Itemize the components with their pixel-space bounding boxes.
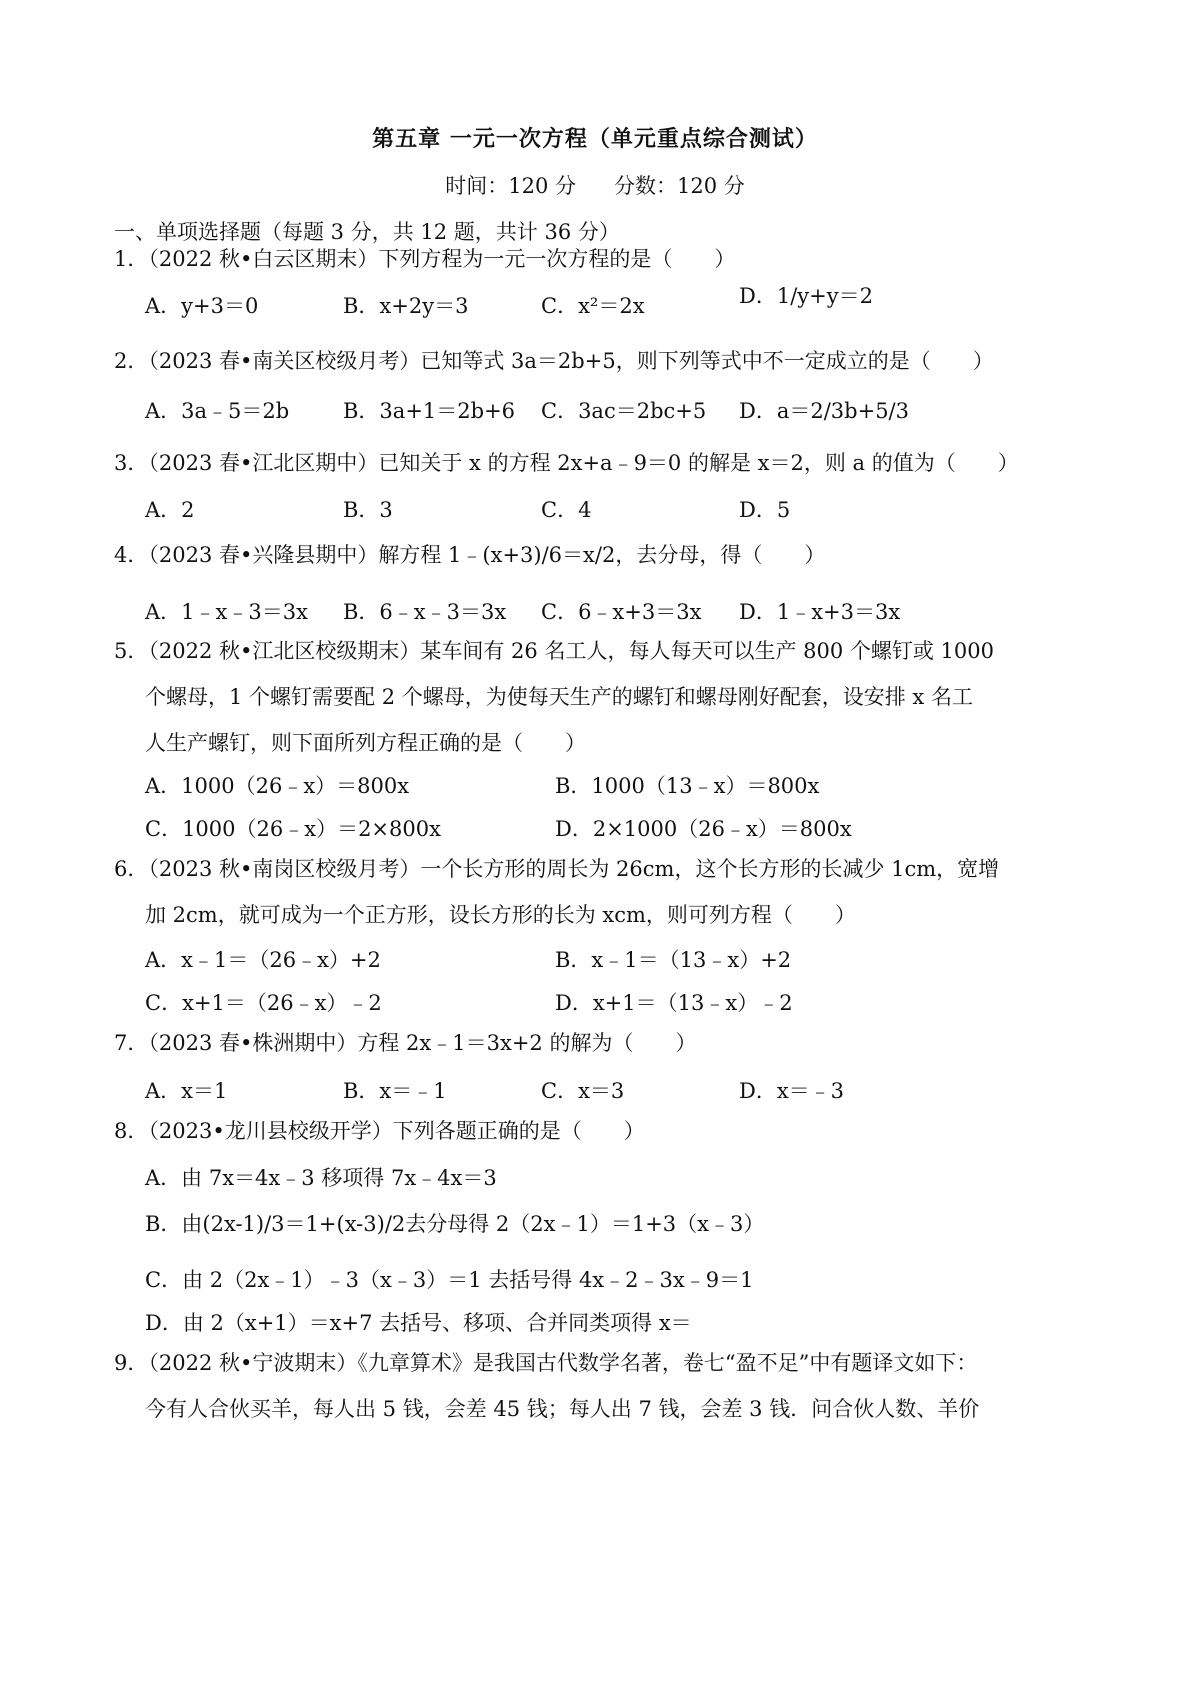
question-text-line-3: 人生产螺钉，则下面所列方程正确的是（ ） [145, 731, 586, 755]
option-b: B．3 [343, 498, 393, 522]
question-2 [114, 338, 1079, 384]
option-b: B．由(2x-1)/3＝1+(x-3)/2去分母得 2（2x﹣1）＝1+3（x﹣3） [145, 1212, 765, 1236]
question-text: （2023 秋•南岗区校级月考）一个长方形的周长为 26cm，这个长方形的长减少 1cm，宽增 [148, 857, 1000, 881]
option-8-a-row [145, 1162, 1075, 1202]
question-8 [114, 1108, 1079, 1154]
section-heading: 一、单项选择题（每题 3 分，共 12 题，共计 36 分） [114, 220, 620, 244]
options-3 [145, 494, 1075, 534]
question-text: （2023•龙川县校级开学）下列各题正确的是（ ） [148, 1119, 645, 1143]
option-a: A．x＝1 [145, 1079, 228, 1103]
option-8-b-row [145, 1208, 1075, 1248]
option-d: D．x+1＝（13﹣x）﹣2 [555, 991, 793, 1015]
option-a: A．1000（26﹣x）＝800x [145, 774, 410, 798]
option-a: A．3a﹣5＝2b [145, 399, 290, 423]
exam-score: 分数：120 分 [614, 174, 745, 198]
question-1 [114, 236, 1079, 282]
question-text-line-2: 个螺母，1 个螺钉需要配 2 个螺母，为使每天生产的螺钉和螺母刚好配套，设安排 x 名工 [145, 685, 973, 709]
exam-info [0, 170, 1190, 200]
option-d: D．1﹣x+3＝3x [739, 600, 901, 624]
option-c: C．x²＝2x [541, 294, 645, 318]
page-title: 第五章 一元一次方程（单元重点综合测试） [372, 126, 818, 152]
question-text: （2022 秋•江北区校级期末）某车间有 26 名工人，每人每天可以生产 800 个螺钉或 1000 [148, 639, 995, 663]
option-c: C．4 [541, 498, 592, 522]
option-b: B．x＝﹣1 [343, 1079, 447, 1103]
question-number: 8． [114, 1119, 149, 1143]
options-2 [145, 395, 1075, 435]
question-text-line-2: 加 2cm，就可成为一个正方形，设长方形的长为 xcm，则可列方程（ ） [145, 903, 856, 927]
question-6 [114, 846, 1079, 938]
option-b: B．x+2y＝3 [343, 294, 469, 318]
option-a: A．2 [145, 498, 195, 522]
options-5-row-1 [145, 770, 1075, 810]
question-text: （2022 秋•白云区期末）下列方程为一元一次方程的是（ ） [148, 247, 736, 271]
question-number: 7． [114, 1031, 149, 1055]
exam-time: 时间：120 分 [445, 174, 576, 198]
option-d: D．a＝2/3b+5/3 [739, 399, 909, 423]
option-b: B．6﹣x﹣3＝3x [343, 600, 507, 624]
question-text: （2023 春•兴隆县期中）解方程 1﹣(x+3)/6＝x/2，去分母，得（ ） [148, 543, 826, 567]
question-text-line-2: 今有人合伙买羊，每人出 5 钱，会差 45 钱；每人出 7 钱，会差 3 钱．问合伙人数、羊价 [145, 1397, 980, 1421]
options-1 [145, 284, 1075, 330]
option-c: C．x＝3 [541, 1079, 625, 1103]
option-a: A．由 7x＝4x﹣3 移项得 7x﹣4x＝3 [145, 1166, 497, 1190]
option-a: A．1﹣x﹣3＝3x [145, 600, 308, 624]
option-b: B．3a+1＝2b+6 [343, 399, 516, 423]
option-b: B．x﹣1＝（13﹣x）+2 [555, 948, 792, 972]
option-d: D．1/y+y＝2 [739, 284, 873, 308]
option-a: A．x﹣1＝（26﹣x）+2 [145, 948, 381, 972]
question-number: 3． [114, 451, 149, 475]
option-c: C．1000（26﹣x）＝2×800x [145, 817, 441, 841]
option-d: D．5 [739, 498, 791, 522]
question-9 [114, 1340, 1079, 1432]
question-text: （2023 春•南关区校级月考）已知等式 3a＝2b+5，则下列等式中不一定成立的是（ ） [148, 349, 994, 373]
option-c: C．x+1＝（26﹣x）﹣2 [145, 991, 382, 1015]
question-number: 2． [114, 349, 149, 373]
question-4 [114, 532, 1079, 578]
question-7 [114, 1020, 1079, 1066]
option-b: B．1000（13﹣x）＝800x [555, 774, 820, 798]
option-d: D．x＝﹣3 [739, 1079, 845, 1103]
question-text: （2022 秋•宁波期末）《九章算术》是我国古代数学名著，卷七“盈不足”中有题译文如下： [148, 1351, 978, 1375]
option-c: C．由 2（2x﹣1）﹣3（x﹣3）＝1 去括号得 4x﹣2﹣3x﹣9＝1 [145, 1268, 754, 1292]
question-5 [114, 628, 1079, 766]
question-text: （2023 春•江北区期中）已知关于 x 的方程 2x+a﹣9＝0 的解是 x＝2，则 a 的值为（ ） [148, 451, 1019, 475]
question-number: 4． [114, 543, 149, 567]
option-c: C．6﹣x+3＝3x [541, 600, 702, 624]
question-number: 9． [114, 1351, 149, 1375]
option-8-c-row [145, 1264, 1075, 1304]
options-6-row-1 [145, 944, 1075, 984]
question-number: 1． [114, 247, 149, 271]
option-c: C．3ac＝2bc+5 [541, 399, 707, 423]
question-3 [114, 440, 1079, 486]
option-d: D．2×1000（26﹣x）＝800x [555, 817, 852, 841]
question-number: 6． [114, 857, 149, 881]
option-a: A．y+3＝0 [145, 294, 259, 318]
question-number: 5． [114, 639, 149, 663]
option-d: D．由 2（x+1）＝x+7 去括号、移项、合并同类项得 x＝ [145, 1311, 692, 1335]
question-text: （2023 春•株洲期中）方程 2x﹣1＝3x+2 的解为（ ） [148, 1031, 697, 1055]
